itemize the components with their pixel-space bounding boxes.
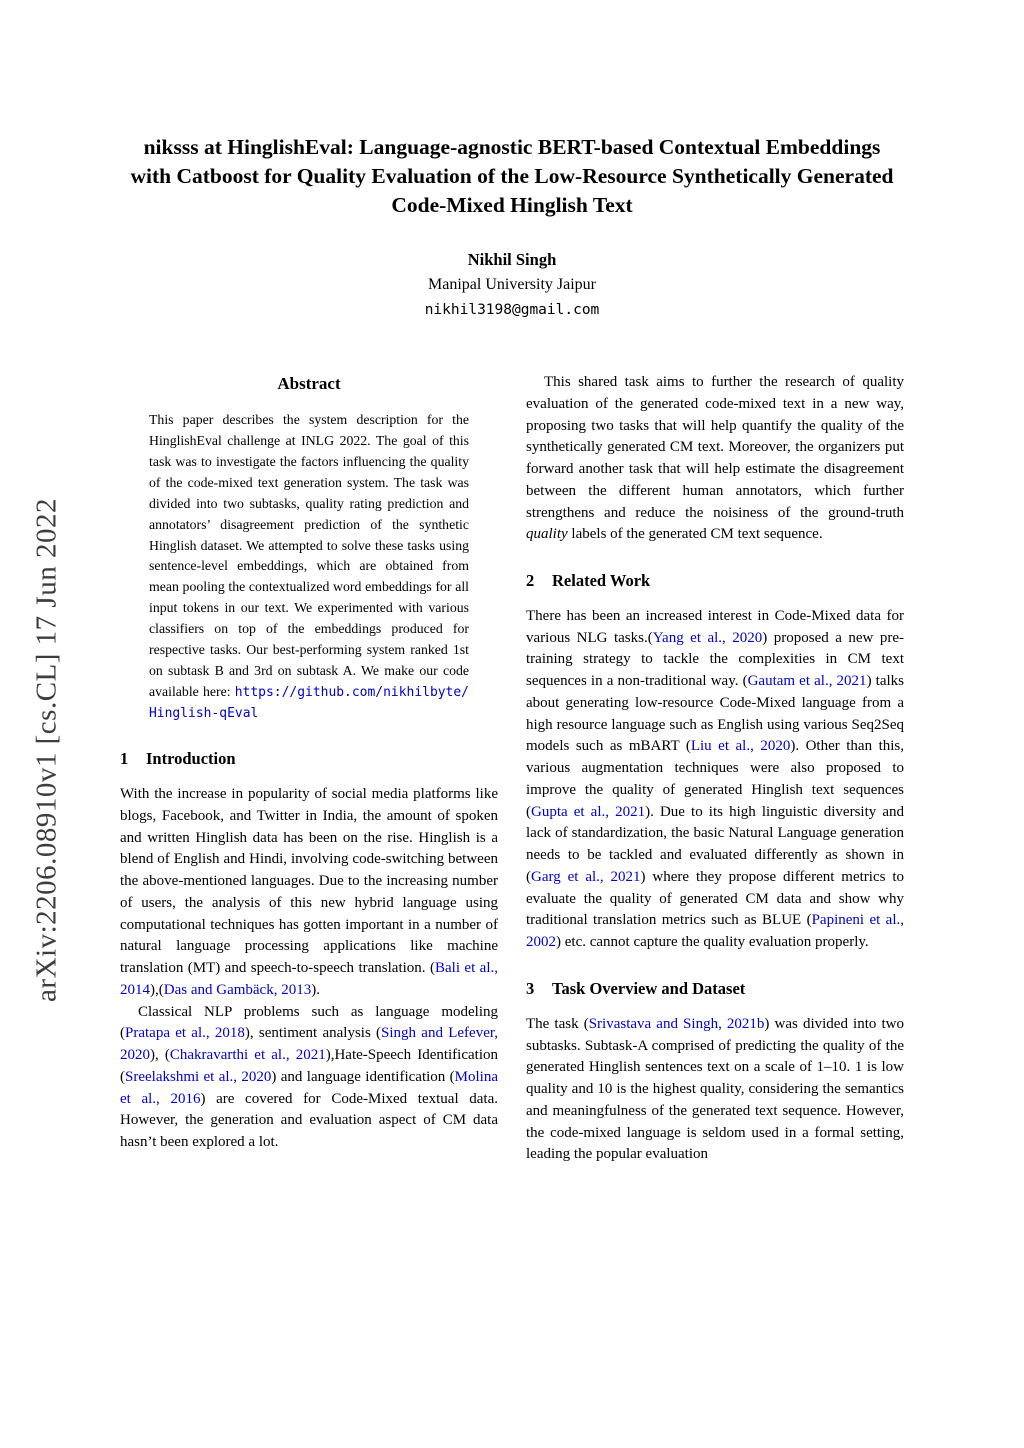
section-title: Related Work	[552, 571, 651, 591]
section-title: Task Overview and Dataset	[552, 978, 746, 998]
text-run: ), (	[150, 1047, 170, 1064]
text-run: ). Other than this, various augmentation techniques were also proposed to improve the quality of generated Hinglish text sequences (	[526, 738, 904, 820]
citation-link[interactable]: Molina et al., 2016	[120, 1068, 498, 1107]
text-run: This shared task aims to further the research of quality evaluation of the generated code-mixed text in a new way, proposing two tasks that will help quantify the quality of the synthetically generated CM text. Moreover, the organizers put forward another task that will help estimate the disagreement between the different human annotators, which further strengthens and reduce the noisiness of the ground-truth	[526, 374, 904, 521]
text-run: Classical NLP problems such as language modeling (	[120, 1003, 498, 1042]
author-block	[120, 250, 904, 318]
citation-link[interactable]: Bali et al., 2014	[120, 960, 498, 998]
text-run: ), sentiment analysis (	[244, 1025, 382, 1042]
section-number: 3	[526, 978, 535, 998]
task-overview-paragraph	[526, 1014, 904, 1166]
text-run: ) etc. cannot capture the quality evaluation properly.	[556, 934, 869, 951]
citation-link[interactable]: Liu et al., 2020	[690, 738, 791, 755]
citation-link[interactable]: Chakravarthi et al., 2021	[169, 1047, 326, 1064]
code-url-link[interactable]: https://github.com/nikhilbyte/Hinglish-qEval	[149, 685, 469, 722]
text-run: ) talks about generating low-resource Code-Mixed language from a high resource language such as English using various Seq2Seq models such as mBART (	[526, 673, 904, 755]
text-run: ) are covered for Code-Mixed textual data. However, the generation and evaluation aspect of CM data hasn’t been explored a lot.	[120, 1090, 498, 1151]
text-run: quality	[526, 526, 568, 543]
text-run: There has been an increased interest in Code-Mixed data for various NLG tasks.(	[526, 607, 904, 646]
citation-link[interactable]: Gupta et al., 2021	[531, 803, 646, 820]
abstract-text	[120, 410, 498, 725]
related-work-paragraph	[526, 606, 904, 954]
text-run: ) and language identification (	[271, 1068, 455, 1085]
abstract-heading: Abstract	[277, 374, 341, 394]
text-run: This paper describes the system description for the HinglishEval challenge at INLG 2022. The goal of this task was to investigate the factors influencing the quality of the code-mixed text generation system. The task was divided into two subtasks, quality rating prediction and annotators’ disagreement prediction of the synthetic Hinglish dataset. We attempted to solve these tasks using sentence-level embeddings, which are obtained from mean pooling the contextualized word embeddings for all input tokens in our text. We experimented with various classifiers on top of the embeddings produced for respective tasks. Our best-performing system ranked 1st on subtask B and 3rd on subtask A. We make our code available here:	[149, 411, 469, 700]
text-run: ). Due to its high linguistic diversity and lack of standardization, the basic Natural Language generation needs to be tackled and evaluated differently as shown in (	[526, 803, 905, 885]
text-run: ) was divided into two subtasks. Subtask-A comprised of predicting the quality of the generated Hinglish sentences text on a scale of 1–10. 1 is low quality and 10 is the highest quality, considering the semantics and meaningfulness of the generated text sequence. However, the code-mixed language is seldom used in a formal setting, leading the popular evaluation	[526, 1015, 904, 1163]
citation-link[interactable]: Gautam et al., 2021	[747, 673, 867, 690]
citation-link[interactable]: Garg et al., 2021	[531, 868, 641, 885]
text-run: ).	[311, 981, 320, 998]
left-column	[120, 372, 498, 1166]
paper-title: niksss at HinglishEval: Language-agnostic BERT-based Contextual Embeddings with Catboost for Quality Evaluation of the Low-Resource Synthetically Generated Code-Mixed Hinglish Text	[130, 135, 894, 218]
section-number: 1	[120, 749, 129, 769]
author-email: nikhil3198@gmail.com	[424, 302, 600, 319]
citation-link[interactable]: Das and Gambäck, 2013	[163, 981, 312, 998]
text-run: labels of the generated CM text sequence.	[567, 526, 823, 543]
citation-link[interactable]: Srivastava and Singh, 2021b	[588, 1015, 765, 1032]
citation-link[interactable]: Singh and Lefever, 2020	[120, 1025, 498, 1064]
section-heading-introduction	[120, 747, 498, 771]
section-title: Introduction	[146, 749, 236, 769]
section-heading-task-overview	[526, 977, 904, 1001]
citation-link[interactable]: Yang et al., 2020	[652, 629, 763, 646]
citation-link[interactable]: Sreelakshmi et al., 2020	[125, 1068, 272, 1085]
intro-paragraph-1	[120, 784, 498, 1002]
arxiv-watermark: arXiv:2206.08910v1 [cs.CL] 17 Jun 2022	[30, 498, 63, 1002]
two-column-layout	[120, 372, 904, 1166]
shared-task-paragraph	[526, 372, 904, 546]
section-heading-related-work	[526, 569, 904, 593]
intro-paragraph-2	[120, 1002, 498, 1154]
author-affiliation: Manipal University Jaipur	[428, 276, 596, 294]
text-run: With the increase in popularity of social media platforms like blogs, Facebook, and Twitter in India, the amount of spoken and written Hinglish data has been on the rise. Hinglish is a blend of English and Hindi, involving code-switching between the above-mentioned languages. Due to the increasing number of users, the analysis of this new hybrid language using computational techniques has gotten important in a number of natural language processing applications like machine translation (MT) and speech-to-speech translation. (	[120, 786, 498, 977]
citation-link[interactable]: Papineni et al., 2002	[526, 912, 904, 951]
right-column	[526, 372, 904, 1166]
section-number: 2	[526, 571, 535, 591]
text-run: ),Hate-Speech Identification (	[120, 1047, 498, 1085]
text-run: ) proposed a new pre-training strategy to tackle the complexities in CM text sequences in a non-traditional way. (	[526, 629, 905, 690]
author-name: Nikhil Singh	[467, 250, 557, 270]
text-run: The task (	[526, 1015, 589, 1032]
text-run: ) where they propose different metrics to evaluate the quality of generated CM data and show why traditional translation metrics such as BLUE (	[526, 868, 904, 929]
text-run: ),(	[150, 981, 164, 998]
citation-link[interactable]: Pratapa et al., 2018	[125, 1025, 245, 1042]
